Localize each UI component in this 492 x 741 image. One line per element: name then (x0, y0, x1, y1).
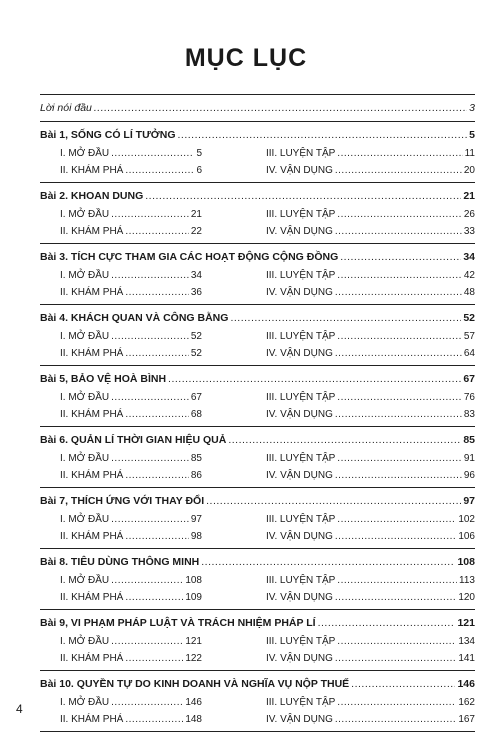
leader-dots (337, 572, 457, 589)
sub-page: 64 (463, 348, 475, 359)
sub-label: IV. VẬN DỤNG (266, 592, 333, 603)
toc-sub-row (40, 328, 475, 345)
divider (40, 365, 475, 366)
leader-dots (337, 328, 462, 345)
lesson-title: Bài 4. KHÁCH QUAN VÀ CÔNG BẰNG (40, 312, 229, 324)
sub-label: II. KHÁM PHÁ (60, 165, 124, 176)
sub-page: 26 (463, 209, 475, 220)
lesson-title: Bài 10. QUYỀN TỰ DO KINH DOANH VÀ NGHĨA VỤ NỘP THUẾ (40, 678, 350, 690)
leader-dots (125, 528, 189, 545)
toc-sub-row (40, 162, 475, 179)
sub-label: III. LUYỆN TẬP (266, 392, 336, 403)
toc-sub-row (40, 406, 475, 423)
toc-sub-entry[interactable] (216, 650, 475, 667)
sub-label: IV. VẬN DỤNG (266, 348, 333, 359)
sub-label: II. KHÁM PHÁ (60, 226, 124, 237)
sub-page: 96 (463, 470, 475, 481)
leader-dots (111, 328, 189, 345)
leader-dots (206, 491, 461, 511)
sub-label: III. LUYỆN TẬP (266, 514, 336, 525)
toc-sub-entry[interactable] (40, 694, 216, 711)
leader-dots (337, 450, 462, 467)
sub-page: 83 (463, 409, 475, 420)
lesson-title: Bài 2. KHOAN DUNG (40, 190, 144, 202)
lesson-page: 34 (463, 251, 475, 263)
divider (40, 426, 475, 427)
leader-dots (335, 711, 456, 728)
toc-lesson-block (40, 552, 475, 606)
leader-dots (337, 267, 462, 284)
toc-lesson-entry[interactable] (40, 186, 475, 206)
toc-sub-row (40, 345, 475, 362)
sub-page: 34 (190, 270, 202, 281)
sub-label: III. LUYỆN TẬP (266, 148, 336, 159)
toc-sub-entry[interactable] (216, 284, 475, 301)
toc-lesson-entry[interactable] (40, 674, 475, 694)
entry-page: 3 (469, 102, 475, 114)
divider (40, 670, 475, 671)
toc-sub-row (40, 572, 475, 589)
toc-lesson-entry[interactable] (40, 552, 475, 572)
toc-lesson-block (40, 247, 475, 301)
toc-sub-entry[interactable] (216, 694, 475, 711)
leader-dots (125, 345, 189, 362)
lesson-page: 97 (463, 495, 475, 507)
leader-dots (335, 528, 456, 545)
toc-sub-entry[interactable] (40, 528, 216, 545)
toc-sub-row (40, 267, 475, 284)
sub-label: II. KHÁM PHÁ (60, 470, 124, 481)
toc-lesson-block (40, 491, 475, 545)
page-number: 4 (16, 702, 23, 716)
leader-dots (111, 267, 189, 284)
leader-dots (335, 223, 462, 240)
sub-page: 146 (185, 697, 202, 708)
lesson-page: 146 (457, 678, 475, 690)
sub-page: 122 (185, 653, 202, 664)
leader-dots (337, 694, 456, 711)
sub-page: 22 (190, 226, 202, 237)
toc-sub-entry[interactable] (216, 328, 475, 345)
sub-page: 21 (190, 209, 202, 220)
sub-page: 11 (464, 148, 475, 159)
lesson-page: 121 (457, 617, 475, 629)
leader-dots (94, 95, 467, 121)
toc-sub-entry[interactable] (216, 406, 475, 423)
leader-dots (111, 633, 183, 650)
leader-dots (337, 511, 456, 528)
toc-sub-entry[interactable] (216, 633, 475, 650)
toc-sub-entry[interactable] (40, 572, 216, 589)
leader-dots (335, 345, 462, 362)
toc-sub-entry[interactable] (40, 650, 216, 667)
toc-sub-entry[interactable] (216, 589, 475, 606)
sub-page: 42 (463, 270, 475, 281)
sub-label: IV. VẬN DỤNG (266, 531, 333, 542)
leader-dots (125, 589, 183, 606)
sub-page: 76 (463, 392, 475, 403)
lesson-title: Bài 7, THÍCH ỨNG VỚI THAY ĐỔI (40, 495, 205, 507)
lesson-title: Bài 9, VI PHẠM PHÁP LUẬT VÀ TRÁCH NHIỆM PHÁP LÍ (40, 617, 316, 629)
leader-dots (337, 145, 462, 162)
sub-page: 6 (196, 165, 202, 176)
leader-dots (228, 430, 461, 450)
sub-label: III. LUYỆN TẬP (266, 209, 336, 220)
lesson-title: Bài 3. TÍCH CỰC THAM GIA CÁC HOẠT ĐỘNG CỘNG ĐỒNG (40, 251, 339, 263)
toc-lesson-entry[interactable] (40, 369, 475, 389)
toc-sub-row (40, 284, 475, 301)
toc-sub-row (40, 206, 475, 223)
divider (40, 243, 475, 244)
leader-dots (111, 450, 189, 467)
toc-sub-entry[interactable] (216, 267, 475, 284)
sub-page: 98 (190, 531, 202, 542)
leader-dots (168, 369, 461, 389)
page-title: MỤC LỤC (184, 44, 308, 72)
leader-dots (337, 633, 456, 650)
sub-page: 52 (190, 331, 202, 342)
leader-dots (125, 223, 189, 240)
sub-page: 167 (458, 714, 475, 725)
leader-dots (230, 308, 461, 328)
toc-lesson-block (40, 369, 475, 423)
sub-label: III. LUYỆN TẬP (266, 453, 336, 464)
leader-dots (145, 186, 461, 206)
toc-lesson-block (40, 674, 475, 728)
toc-sub-row (40, 223, 475, 240)
toc-lesson-block (40, 186, 475, 240)
toc-sub-entry[interactable] (216, 511, 475, 528)
sub-page: 86 (190, 470, 202, 481)
sub-page: 106 (458, 531, 475, 542)
sub-page: 113 (459, 575, 475, 586)
sub-page: 134 (458, 636, 475, 647)
leader-dots (335, 284, 462, 301)
sub-page: 108 (185, 575, 202, 586)
sub-label: III. LUYỆN TẬP (266, 270, 336, 281)
toc-sub-row (40, 389, 475, 406)
sub-label: I. MỞ ĐẦU (60, 331, 110, 342)
lesson-title: Bài 8. TIÊU DÙNG THÔNG MINH (40, 556, 200, 568)
toc-lesson-entry[interactable] (40, 125, 475, 145)
sub-label: I. MỞ ĐẦU (60, 209, 110, 220)
lesson-title: Bài 5, BẢO VỆ HOÀ BÌNH (40, 373, 167, 385)
sub-label: IV. VẬN DỤNG (266, 653, 333, 664)
toc-sub-entry[interactable] (40, 511, 216, 528)
sub-page: 141 (458, 653, 475, 664)
leader-dots (335, 589, 456, 606)
sub-label: II. KHÁM PHÁ (60, 287, 124, 298)
sub-page: 120 (458, 592, 475, 603)
sub-label: II. KHÁM PHÁ (60, 714, 124, 725)
toc-sub-entry[interactable] (40, 284, 216, 301)
toc-sub-entry[interactable] (216, 450, 475, 467)
sub-label: IV. VẬN DỤNG (266, 714, 333, 725)
lesson-title: Bài 6. QUẢN LÍ THỜI GIAN HIỆU QUẢ (40, 434, 227, 446)
leader-dots (111, 389, 189, 406)
divider (40, 548, 475, 549)
toc-sub-row (40, 694, 475, 711)
leader-dots (335, 650, 456, 667)
table-of-contents (40, 94, 475, 732)
toc-lesson-block (40, 125, 475, 179)
sub-page: 33 (463, 226, 475, 237)
toc-sub-entry[interactable] (40, 389, 216, 406)
toc-sub-row (40, 711, 475, 728)
leader-dots (125, 162, 194, 179)
sub-page: 109 (185, 592, 202, 603)
sub-page: 36 (190, 287, 202, 298)
divider (40, 609, 475, 610)
toc-sub-entry[interactable] (216, 711, 475, 728)
sub-label: III. LUYỆN TẬP (266, 636, 336, 647)
divider (40, 731, 475, 732)
lesson-page: 5 (469, 129, 475, 141)
toc-sub-entry[interactable] (40, 145, 216, 162)
sub-page: 68 (190, 409, 202, 420)
leader-dots (125, 284, 189, 301)
leader-dots (318, 613, 456, 633)
leader-dots (111, 511, 189, 528)
leader-dots (125, 711, 183, 728)
toc-sub-row (40, 589, 475, 606)
toc-sub-entry[interactable] (40, 633, 216, 650)
divider (40, 121, 475, 122)
toc-sub-entry[interactable] (216, 528, 475, 545)
lesson-page: 85 (463, 434, 475, 446)
leader-dots (335, 406, 462, 423)
leader-dots (178, 125, 468, 145)
entry-label: Lời nói đầu (40, 102, 92, 114)
leader-dots (125, 467, 189, 484)
sub-page: 48 (463, 287, 475, 298)
toc-sub-entry[interactable] (40, 206, 216, 223)
toc-sub-row (40, 511, 475, 528)
toc-sub-entry[interactable] (216, 145, 475, 162)
toc-sub-entry[interactable] (216, 389, 475, 406)
sub-label: I. MỞ ĐẦU (60, 514, 110, 525)
toc-sub-entry[interactable] (216, 572, 475, 589)
leader-dots (201, 552, 455, 572)
toc-sub-entry[interactable] (216, 223, 475, 240)
sub-page: 57 (463, 331, 475, 342)
divider (40, 487, 475, 488)
lesson-page: 108 (457, 556, 475, 568)
sub-label: III. LUYỆN TẬP (266, 697, 336, 708)
sub-label: IV. VẬN DỤNG (266, 165, 333, 176)
sub-label: IV. VẬN DỤNG (266, 470, 333, 481)
sub-label: II. KHÁM PHÁ (60, 592, 124, 603)
toc-lesson-entry[interactable] (40, 613, 475, 633)
toc-sub-entry[interactable] (40, 162, 216, 179)
leader-dots (351, 674, 455, 694)
lesson-title: Bài 1, SỐNG CÓ LÍ TƯỞNG (40, 129, 176, 141)
leader-dots (337, 389, 462, 406)
toc-sub-row (40, 145, 475, 162)
toc-lesson-entry[interactable] (40, 491, 475, 511)
sub-label: II. KHÁM PHÁ (60, 531, 124, 542)
sub-page: 91 (463, 453, 475, 464)
sub-label: I. MỞ ĐẦU (60, 697, 110, 708)
toc-sub-entry[interactable] (40, 450, 216, 467)
sub-label: II. KHÁM PHÁ (60, 653, 124, 664)
toc-sub-entry[interactable] (216, 345, 475, 362)
toc-sub-entry[interactable] (40, 345, 216, 362)
sub-page: 67 (190, 392, 202, 403)
leader-dots (111, 694, 183, 711)
sub-page: 121 (185, 636, 202, 647)
sub-label: I. MỞ ĐẦU (60, 148, 110, 159)
toc-sub-row (40, 528, 475, 545)
sub-page: 148 (185, 714, 202, 725)
leader-dots (125, 650, 183, 667)
sub-label: II. KHÁM PHÁ (60, 409, 124, 420)
divider (40, 304, 475, 305)
toc-sub-entry[interactable] (216, 467, 475, 484)
toc-lesson-entry[interactable] (40, 430, 475, 450)
sub-page: 52 (190, 348, 202, 359)
leader-dots (111, 572, 183, 589)
sub-page: 162 (458, 697, 475, 708)
toc-sub-entry[interactable] (40, 328, 216, 345)
sub-label: I. MỞ ĐẦU (60, 575, 110, 586)
toc-preface-entry[interactable] (40, 95, 475, 121)
lesson-page: 52 (463, 312, 475, 324)
sub-label: IV. VẬN DỤNG (266, 287, 333, 298)
toc-sub-entry[interactable] (40, 711, 216, 728)
sub-page: 97 (190, 514, 202, 525)
sub-label: I. MỞ ĐẦU (60, 392, 110, 403)
sub-page: 85 (190, 453, 202, 464)
toc-sub-row (40, 650, 475, 667)
toc-lesson-entry[interactable] (40, 308, 475, 328)
leader-dots (335, 467, 462, 484)
leader-dots (111, 206, 189, 223)
toc-lesson-block (40, 613, 475, 667)
leader-dots (335, 162, 462, 179)
toc-sub-entry[interactable] (40, 223, 216, 240)
toc-sub-row (40, 450, 475, 467)
sub-label: I. MỞ ĐẦU (60, 636, 110, 647)
toc-sub-entry[interactable] (40, 406, 216, 423)
sub-label: III. LUYỆN TẬP (266, 331, 336, 342)
divider (40, 182, 475, 183)
sub-label: I. MỞ ĐẦU (60, 270, 110, 281)
sub-page: 5 (196, 148, 202, 159)
sub-label: IV. VẬN DỤNG (266, 409, 333, 420)
toc-sub-entry[interactable] (216, 162, 475, 179)
lesson-page: 21 (463, 190, 475, 202)
leader-dots (125, 406, 189, 423)
leader-dots (340, 247, 461, 267)
sub-page: 102 (458, 514, 475, 525)
toc-lesson-block (40, 308, 475, 362)
toc-sub-entry[interactable] (40, 467, 216, 484)
sub-label: III. LUYỆN TẬP (266, 575, 336, 586)
toc-sub-entry[interactable] (216, 206, 475, 223)
leader-dots (111, 145, 194, 162)
sub-page: 20 (463, 165, 475, 176)
lesson-page: 67 (463, 373, 475, 385)
leader-dots (337, 206, 462, 223)
toc-lesson-entry[interactable] (40, 247, 475, 267)
sub-label: IV. VẬN DỤNG (266, 226, 333, 237)
sub-label: I. MỞ ĐẦU (60, 453, 110, 464)
toc-sub-row (40, 633, 475, 650)
toc-sub-row (40, 467, 475, 484)
toc-lesson-block (40, 430, 475, 484)
toc-sub-entry[interactable] (40, 267, 216, 284)
sub-label: II. KHÁM PHÁ (60, 348, 124, 359)
toc-sub-entry[interactable] (40, 589, 216, 606)
